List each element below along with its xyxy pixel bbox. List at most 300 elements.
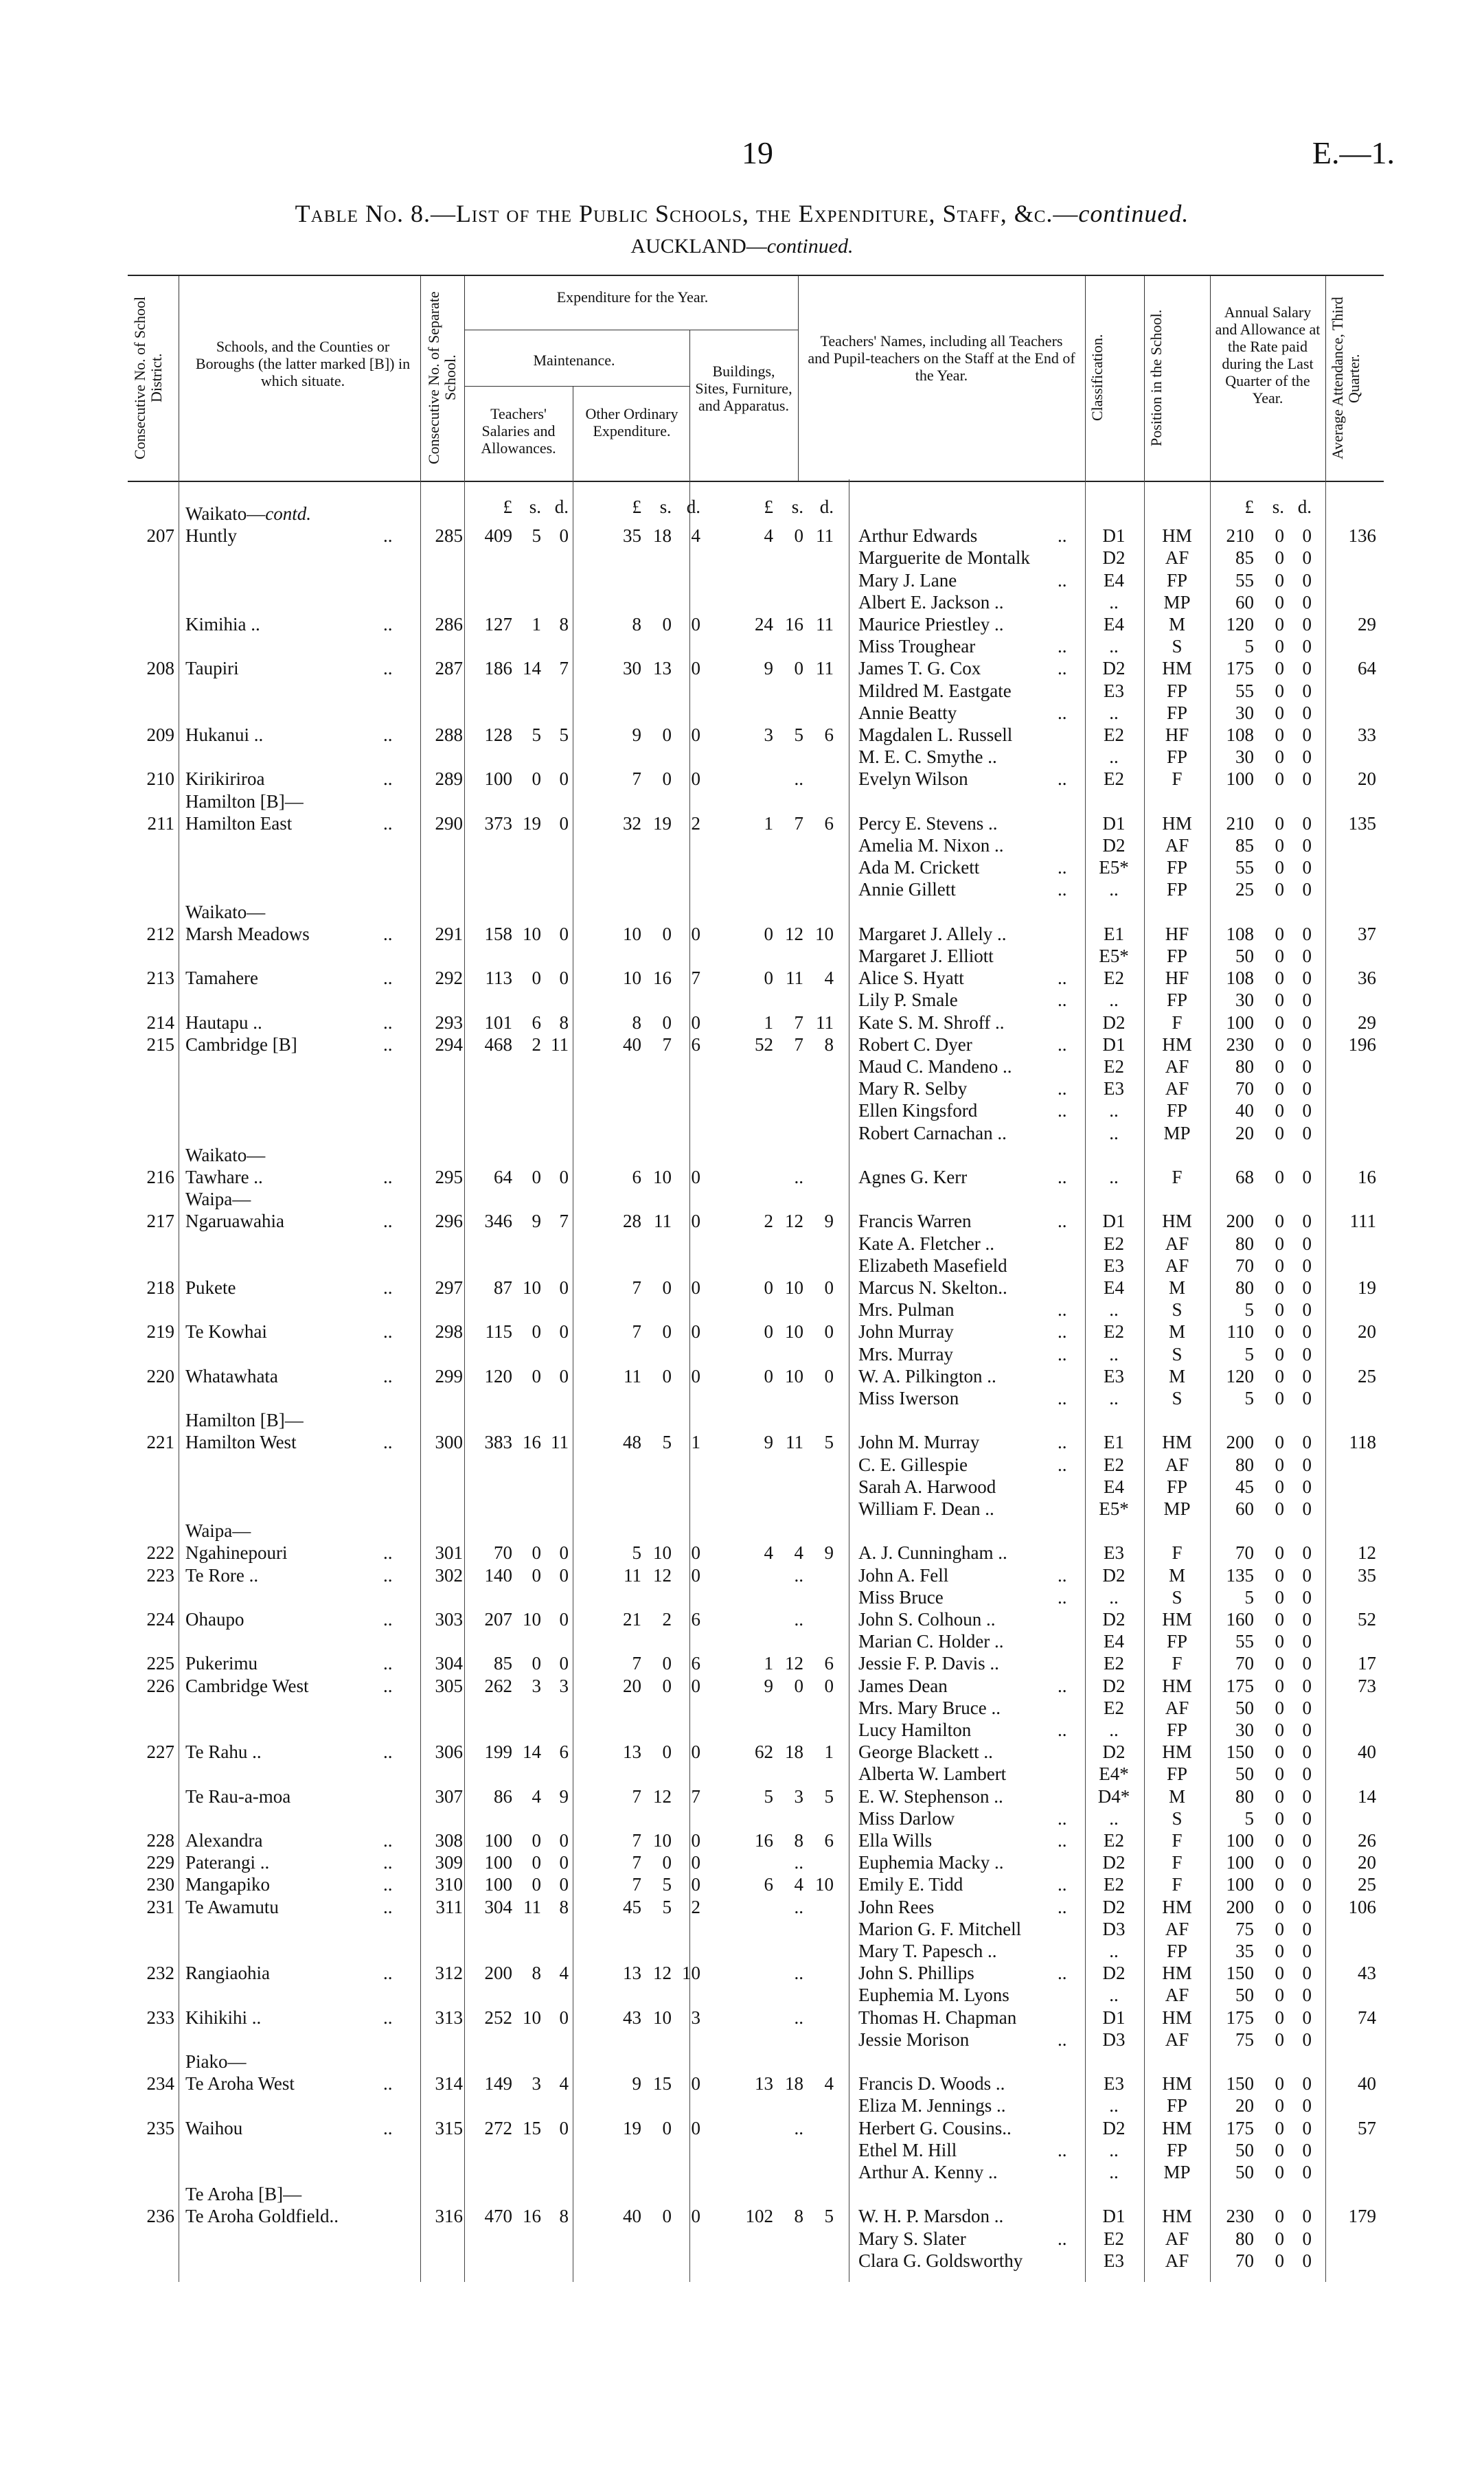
leader-dots: .. <box>383 1852 393 1873</box>
school-name: Tamahere <box>185 968 259 989</box>
district-number: 224 <box>146 1609 174 1630</box>
school-name: Waihou <box>185 2117 243 2138</box>
annual-shillings: 0 <box>1275 2117 1284 2138</box>
group-heading-row <box>0 2051 1484 2073</box>
classification: .. <box>1109 591 1119 613</box>
classification: .. <box>1109 1586 1119 1608</box>
annual-pence: 0 <box>1302 2117 1312 2138</box>
annual-shillings: 0 <box>1275 1078 1284 1099</box>
separate-school-number: 307 <box>435 1785 463 1807</box>
annual-pounds: 70 <box>1235 1653 1254 1674</box>
leader-dots: .. <box>1058 1211 1067 1232</box>
classification: .. <box>1109 1720 1119 1740</box>
table-row <box>0 1454 1484 1476</box>
average-attendance: 25 <box>1358 1365 1376 1386</box>
position: HF <box>1165 968 1189 989</box>
buildings-shillings: 4 <box>794 1542 803 1564</box>
header-position: Position in the School. <box>1148 309 1165 446</box>
other-shillings: 10 <box>653 1167 672 1187</box>
position: AF <box>1165 1056 1189 1077</box>
unit-pound: £ <box>764 496 773 517</box>
annual-pence: 0 <box>1302 591 1312 613</box>
teacher-name: Marion G. F. Mitchell <box>858 1918 1022 1939</box>
buildings-pounds: 0 <box>764 923 773 944</box>
annual-shillings: 0 <box>1275 1742 1284 1763</box>
unit-pound: £ <box>503 496 512 517</box>
teacher-name: Albert E. Jackson .. <box>858 591 1004 613</box>
leader-dots: .. <box>383 2117 393 2138</box>
annual-pence: 0 <box>1302 1763 1312 1785</box>
annual-pounds: 20 <box>1235 2095 1254 2116</box>
other-shillings: 15 <box>653 2073 672 2094</box>
table-row <box>0 2117 1484 2139</box>
teacher-name: Annie Beatty <box>858 702 957 723</box>
other-shillings: 19 <box>653 812 672 834</box>
classification: D2 <box>1102 1609 1126 1630</box>
position: FP <box>1166 857 1188 878</box>
separate-school-number: 308 <box>435 1830 463 1851</box>
annual-pence: 0 <box>1302 1078 1312 1099</box>
table-row <box>0 2073 1484 2094</box>
unit-pence: d. <box>554 496 569 517</box>
buildings-pounds: 9 <box>764 1432 773 1453</box>
classification: D4* <box>1097 1785 1130 1807</box>
other-pence: 0 <box>691 768 700 790</box>
group-heading-row <box>0 503 1484 525</box>
unit-pence: d. <box>1297 496 1312 517</box>
table-row <box>0 702 1484 724</box>
other-pence: 0 <box>691 1321 700 1343</box>
average-attendance: 12 <box>1358 1542 1376 1564</box>
average-attendance: 20 <box>1358 1321 1376 1343</box>
page-number: 19 <box>742 135 773 170</box>
other-pounds: 7 <box>632 1321 641 1343</box>
leader-dots: .. <box>383 1167 393 1187</box>
annual-shillings: 0 <box>1275 879 1284 900</box>
leader-dots: .. <box>1058 968 1067 989</box>
header-expenditure: Expenditure for the Year. <box>556 288 709 306</box>
annual-shillings: 0 <box>1275 857 1284 878</box>
annual-shillings: 0 <box>1275 2206 1284 2227</box>
header-classification: Classification. <box>1088 334 1106 422</box>
other-pounds: 28 <box>623 1211 641 1232</box>
annual-shillings: 0 <box>1275 1830 1284 1851</box>
annual-pence: 0 <box>1302 1586 1312 1608</box>
classification: D2 <box>1102 1742 1126 1763</box>
salary-pounds: 100 <box>484 1830 512 1851</box>
teacher-name: Miss Darlow <box>858 1807 955 1829</box>
classification: E3 <box>1104 680 1124 701</box>
table-row <box>0 1918 1484 1940</box>
separate-school-number: 285 <box>435 525 463 547</box>
table-row <box>0 1586 1484 1608</box>
annual-pence: 0 <box>1302 1365 1312 1386</box>
school-name: Hamilton East <box>185 812 293 834</box>
buildings-pounds: 9 <box>764 1675 773 1696</box>
average-attendance: 52 <box>1358 1609 1376 1630</box>
buildings-shillings: 11 <box>786 1432 803 1453</box>
district-number: 215 <box>146 1034 174 1055</box>
teacher-name: Emily E. Tidd <box>858 1874 963 1895</box>
annual-pounds: 50 <box>1235 2162 1254 2182</box>
school-name: Kihikihi .. <box>185 2007 262 2028</box>
other-pence: 3 <box>691 2007 700 2028</box>
annual-pounds: 70 <box>1235 1255 1254 1276</box>
annual-pounds: 100 <box>1226 1874 1254 1895</box>
district-number: 210 <box>146 768 174 790</box>
school-name: Kirikiriroa <box>185 768 265 790</box>
teacher-name: Euphemia Macky .. <box>858 1852 1004 1873</box>
annual-pounds: 175 <box>1226 1675 1254 1696</box>
annual-pence: 0 <box>1302 2162 1312 2182</box>
annual-shillings: 0 <box>1275 1100 1284 1121</box>
salary-pence: 5 <box>559 724 569 745</box>
district-number: 223 <box>146 1564 174 1586</box>
other-pence: 0 <box>691 1211 700 1232</box>
teacher-name: John Murray <box>858 1321 954 1343</box>
title-text: Table No. 8.—List of the Public Schools, the Expenditure, Staff, &c.— <box>295 200 1079 227</box>
buildings-shillings: 12 <box>785 923 803 944</box>
position: S <box>1172 1388 1183 1408</box>
leader-dots: .. <box>1058 1564 1067 1586</box>
annual-pounds: 150 <box>1226 1963 1254 1984</box>
classification: E3 <box>1104 1542 1124 1564</box>
annual-shillings: 0 <box>1275 1343 1284 1365</box>
annual-pounds: 108 <box>1226 923 1254 944</box>
average-attendance: 43 <box>1358 1963 1376 1984</box>
teacher-name: Herbert G. Cousins.. <box>858 2117 1012 2138</box>
table-row <box>0 989 1484 1011</box>
title-continued: continued. <box>1078 200 1189 227</box>
table-row <box>0 1034 1484 1055</box>
classification: .. <box>1109 702 1119 723</box>
table-row <box>0 2029 1484 2051</box>
annual-pounds: 70 <box>1235 1542 1254 1564</box>
annual-pence: 0 <box>1302 1785 1312 1807</box>
table-row <box>0 1652 1484 1674</box>
annual-pounds: 110 <box>1226 1321 1254 1343</box>
table-row <box>0 2094 1484 2116</box>
classification: .. <box>1109 1167 1119 1187</box>
salary-shillings: 14 <box>523 658 541 679</box>
school-name: Cambridge West <box>185 1675 309 1696</box>
table-row <box>0 1984 1484 2006</box>
average-attendance: 19 <box>1358 1277 1376 1298</box>
other-pounds: 7 <box>632 1874 641 1895</box>
teacher-name: Magdalen L. Russell <box>858 724 1013 745</box>
header-annual: Annual Salary and Allowance at the Rate paid during the Last Quarter of the Year. <box>1215 304 1321 407</box>
annual-pounds: 175 <box>1226 2007 1254 2028</box>
leader-dots: .. <box>383 1432 393 1453</box>
leader-dots: .. <box>383 1963 393 1984</box>
annual-pounds: 85 <box>1235 547 1254 569</box>
buildings-pence: 4 <box>824 968 834 989</box>
table-row <box>0 2250 1484 2272</box>
average-attendance: 29 <box>1358 1012 1376 1033</box>
buildings-pence: 11 <box>816 614 834 635</box>
classification: E2 <box>1104 1874 1124 1895</box>
annual-pounds: 30 <box>1235 702 1254 723</box>
annual-pence: 0 <box>1302 1056 1312 1077</box>
table-row <box>0 1166 1484 1188</box>
other-pence: 0 <box>691 658 700 679</box>
annual-pounds: 30 <box>1235 990 1254 1011</box>
salary-pounds: 101 <box>484 1012 512 1033</box>
other-pounds: 13 <box>623 1742 641 1763</box>
buildings-shillings: 18 <box>785 1742 803 1763</box>
county-group-label: Piako— <box>185 2051 247 2072</box>
teacher-name: Kate S. M. Shroff .. <box>858 1012 1005 1033</box>
other-pounds: 8 <box>632 614 641 635</box>
annual-pence: 0 <box>1302 1631 1312 1652</box>
table-row <box>0 878 1484 900</box>
annual-pence: 0 <box>1302 1100 1312 1121</box>
leader-dots: .. <box>1058 658 1067 679</box>
annual-pence: 0 <box>1302 1852 1312 1873</box>
annual-pounds: 80 <box>1235 2228 1254 2249</box>
table-row <box>0 1255 1484 1277</box>
leader-dots: .. <box>1058 2139 1067 2160</box>
other-pounds: 45 <box>623 1896 641 1917</box>
leader-dots: .. <box>1058 768 1067 790</box>
salary-pounds: 100 <box>484 768 512 790</box>
salary-pounds: 468 <box>484 1034 512 1055</box>
unit-pence: d. <box>819 496 834 517</box>
classification: .. <box>1109 2162 1119 2182</box>
leader-dots: .. <box>1058 569 1067 591</box>
separate-school-number: 299 <box>435 1365 463 1386</box>
table-row <box>0 746 1484 768</box>
annual-shillings: 0 <box>1275 1299 1284 1321</box>
classification: D1 <box>1102 1211 1126 1232</box>
separate-school-number: 298 <box>435 1321 463 1343</box>
teacher-name: Lily P. Smale <box>858 990 958 1011</box>
salary-pounds: 207 <box>484 1609 512 1630</box>
other-pence: 0 <box>691 1365 700 1386</box>
classification: E2 <box>1104 724 1124 745</box>
position: HM <box>1162 1432 1192 1453</box>
annual-pence: 0 <box>1302 2250 1312 2271</box>
salary-shillings: 4 <box>532 1785 541 1807</box>
annual-shillings: 0 <box>1275 746 1284 768</box>
annual-shillings: 0 <box>1275 525 1284 547</box>
annual-shillings: 0 <box>1275 1963 1284 1984</box>
salary-pounds: 115 <box>485 1321 512 1343</box>
annual-shillings: 0 <box>1275 569 1284 591</box>
annual-shillings: 0 <box>1275 702 1284 723</box>
other-pounds: 7 <box>632 1653 641 1674</box>
header-maintenance: Maintenance. <box>533 352 615 369</box>
salary-pence: 0 <box>559 1542 569 1564</box>
salary-pounds: 272 <box>484 2117 512 2138</box>
other-pounds: 32 <box>623 812 641 834</box>
county-group-label: Waikato—contd. <box>185 503 312 524</box>
teacher-name: A. J. Cunningham .. <box>858 1542 1007 1564</box>
table-row <box>0 923 1484 945</box>
leader-dots: .. <box>1058 990 1067 1011</box>
teacher-name: Robert C. Dyer <box>858 1034 972 1055</box>
group-heading-row <box>0 1520 1484 1542</box>
annual-pence: 0 <box>1302 1564 1312 1586</box>
table-row <box>0 591 1484 613</box>
classification: D2 <box>1102 1963 1126 1984</box>
buildings-shillings: 8 <box>794 1830 803 1851</box>
teacher-name: Miss Iwerson <box>858 1388 959 1408</box>
annual-pounds: 30 <box>1235 1720 1254 1740</box>
buildings-none: .. <box>794 1963 803 1984</box>
average-attendance: 33 <box>1358 724 1376 745</box>
salary-shillings: 11 <box>523 1896 541 1917</box>
leader-dots: .. <box>383 525 393 547</box>
annual-pounds: 210 <box>1226 525 1254 547</box>
leader-dots: .. <box>1058 525 1067 547</box>
teacher-name: William F. Dean .. <box>858 1498 994 1519</box>
table-row <box>0 768 1484 790</box>
annual-shillings: 0 <box>1275 1321 1284 1343</box>
classification: .. <box>1109 746 1119 768</box>
classification: D2 <box>1102 1012 1126 1033</box>
unit-pence: d. <box>686 496 700 517</box>
salary-shillings: 0 <box>532 1167 541 1187</box>
salary-shillings: 0 <box>532 1653 541 1674</box>
annual-shillings: 0 <box>1275 1785 1284 1807</box>
district-number: 226 <box>146 1675 174 1696</box>
school-name: Tawhare .. <box>185 1167 263 1187</box>
average-attendance: 17 <box>1358 1653 1376 1674</box>
header-buildings: Buildings, Sites, Furniture, and Apparatus. <box>695 363 792 414</box>
annual-shillings: 0 <box>1275 968 1284 989</box>
leader-dots: .. <box>1058 879 1067 900</box>
position: FP <box>1166 569 1188 591</box>
annual-shillings: 0 <box>1275 1056 1284 1077</box>
annual-shillings: 0 <box>1275 1631 1284 1652</box>
annual-pence: 0 <box>1302 1918 1312 1939</box>
leader-dots: .. <box>1058 1321 1067 1343</box>
table-row <box>0 2161 1484 2183</box>
annual-pounds: 60 <box>1235 1498 1254 1519</box>
school-name: Marsh Meadows <box>185 923 310 944</box>
leader-dots: .. <box>1058 1299 1067 1321</box>
teacher-name: Mrs. Murray <box>858 1343 953 1365</box>
annual-pounds: 70 <box>1235 1078 1254 1099</box>
classification: E3 <box>1104 1078 1124 1099</box>
classification: E4 <box>1104 1631 1124 1652</box>
buildings-pence: 6 <box>824 812 834 834</box>
other-shillings: 12 <box>653 1785 672 1807</box>
leader-dots: .. <box>383 1874 393 1895</box>
leader-dots: .. <box>383 1830 393 1851</box>
salary-shillings: 0 <box>532 1874 541 1895</box>
classification: E5* <box>1099 857 1129 878</box>
other-shillings: 10 <box>653 1542 672 1564</box>
salary-pence: 0 <box>559 2007 569 2028</box>
leader-dots: .. <box>383 1653 393 1674</box>
annual-pounds: 25 <box>1235 879 1254 900</box>
salary-shillings: 0 <box>532 1852 541 1873</box>
leader-dots: .. <box>383 1012 393 1033</box>
table-row <box>0 945 1484 967</box>
classification: E4 <box>1104 569 1124 591</box>
buildings-pounds: 24 <box>755 614 773 635</box>
separate-school-number: 297 <box>435 1277 463 1298</box>
position: MP <box>1163 1498 1191 1519</box>
position: HM <box>1162 2073 1192 2094</box>
salary-shillings: 0 <box>532 1321 541 1343</box>
separate-school-number: 295 <box>435 1167 463 1187</box>
leader-dots: .. <box>383 1564 393 1586</box>
salary-pence: 7 <box>559 1211 569 1232</box>
group-heading-row <box>0 1188 1484 1210</box>
salary-pence: 7 <box>559 658 569 679</box>
position: HF <box>1165 724 1189 745</box>
classification: .. <box>1109 1299 1119 1321</box>
separate-school-number: 313 <box>435 2007 463 2028</box>
position: S <box>1172 1807 1183 1829</box>
annual-shillings: 0 <box>1275 547 1284 569</box>
separate-school-number: 296 <box>435 1211 463 1232</box>
header-separate-no: Consecutive No. of Separate School. <box>425 291 459 464</box>
group-heading-row <box>0 1409 1484 1431</box>
position: S <box>1172 1343 1183 1365</box>
other-pence: 2 <box>691 812 700 834</box>
annual-pence: 0 <box>1302 768 1312 790</box>
other-shillings: 10 <box>653 2007 672 2028</box>
salary-pence: 0 <box>559 525 569 547</box>
district-number: 235 <box>146 2117 174 2138</box>
classification: E2 <box>1104 1233 1124 1254</box>
annual-pence: 0 <box>1302 1167 1312 1187</box>
teacher-name: Ethel M. Hill <box>858 2139 957 2160</box>
other-pence: 0 <box>691 1167 700 1187</box>
other-pence: 0 <box>691 1277 700 1298</box>
salary-pounds: 304 <box>484 1896 512 1917</box>
annual-shillings: 0 <box>1275 1763 1284 1785</box>
district-number: 225 <box>146 1653 174 1674</box>
classification: E4 <box>1104 1476 1124 1497</box>
classification: .. <box>1109 636 1119 657</box>
other-pence: 0 <box>691 1874 700 1895</box>
other-pence: 0 <box>691 1012 700 1033</box>
annual-shillings: 0 <box>1275 1985 1284 2006</box>
leader-dots: .. <box>383 812 393 834</box>
position: AF <box>1165 1233 1189 1254</box>
table-row <box>0 1962 1484 1984</box>
separate-school-number: 312 <box>435 1963 463 1984</box>
annual-shillings: 0 <box>1275 1852 1284 1873</box>
leader-dots: .. <box>1058 1807 1067 1829</box>
teacher-name: Jessie F. P. Davis .. <box>858 1653 999 1674</box>
table-row <box>0 1476 1484 1498</box>
annual-shillings: 0 <box>1275 724 1284 745</box>
other-shillings: 0 <box>662 1653 672 1674</box>
annual-pence: 0 <box>1302 1830 1312 1851</box>
region-continued: continued. <box>766 235 854 258</box>
buildings-pounds: 9 <box>764 658 773 679</box>
annual-shillings: 0 <box>1275 1586 1284 1608</box>
salary-shillings: 9 <box>532 1211 541 1232</box>
leader-dots: .. <box>383 1211 393 1232</box>
separate-school-number: 311 <box>435 1896 463 1917</box>
annual-pence: 0 <box>1302 1941 1312 1961</box>
buildings-pounds: 1 <box>764 1012 773 1033</box>
leader-dots: .. <box>1058 1432 1067 1453</box>
table-row <box>0 1431 1484 1453</box>
leader-dots: .. <box>1058 1874 1067 1895</box>
school-name: Pukete <box>185 1277 236 1298</box>
table-row <box>0 1122 1484 1144</box>
annual-pounds: 5 <box>1244 1586 1254 1608</box>
classification: E1 <box>1104 1432 1124 1453</box>
